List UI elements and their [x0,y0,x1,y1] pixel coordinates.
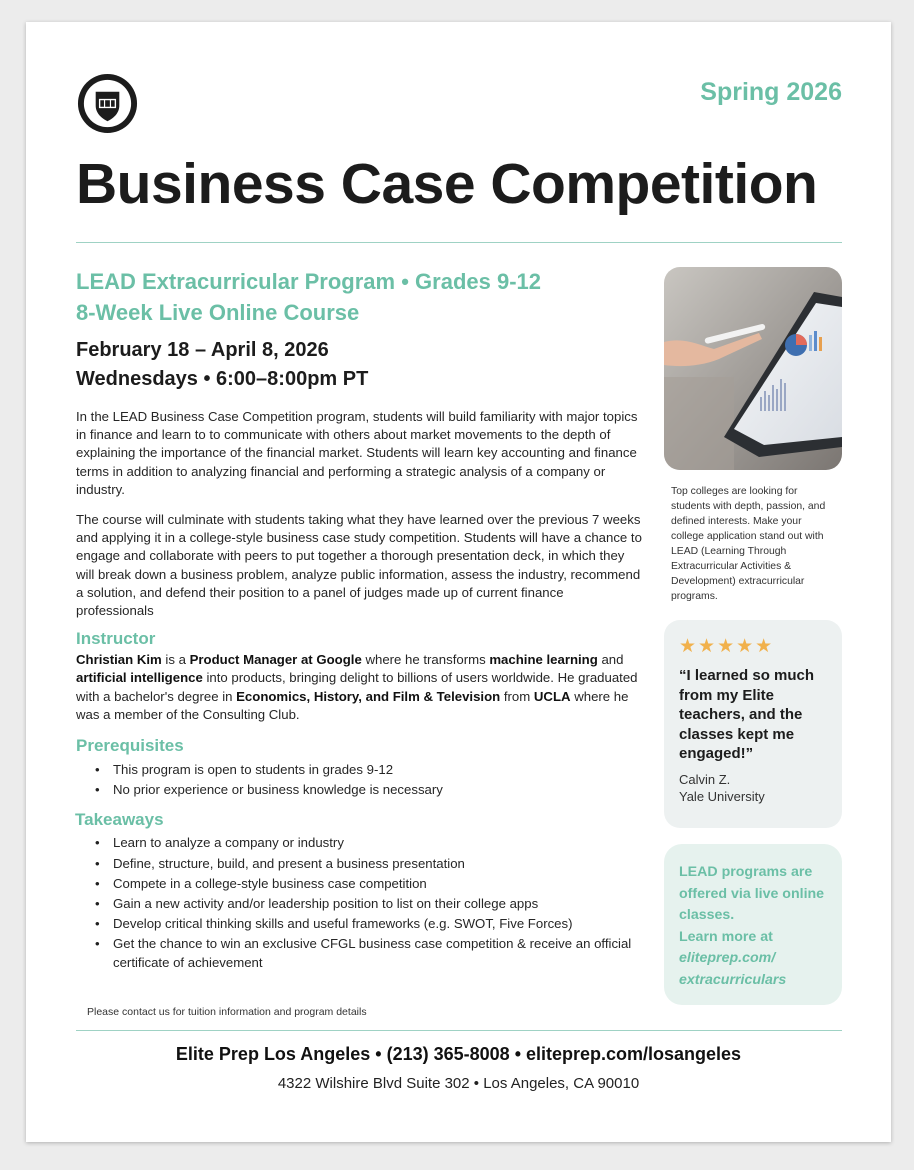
takeaways-heading: Takeaways [75,810,164,830]
bio-text: where he transforms [361,652,490,668]
description-paragraph-1: In the LEAD Business Case Competition program, students will build familiarity with major topics in finance and learn to to communicate with others about market movements to the depth of explaining the importance of the financial market. Students will learn key accounting and finance terms in addition to analyzing financial and performing a strategic analysis of a company or industry. [76,409,638,497]
main-column [76,266,642,974]
shield-crest-icon [76,72,139,135]
schedule-time: Wednesdays • 6:00–8:00pm PT [76,368,369,390]
list-item: • Learn to analyze a company or industry [113,834,642,853]
footer-divider [76,1030,842,1031]
tablet-chart-photo [664,267,842,470]
season-label: Spring 2026 [700,78,842,106]
bio-text: is a [161,652,190,668]
list-item: • Gain a new activity and/or leadership position to list on their college apps [113,895,642,914]
prerequisites-list [76,760,642,800]
instructor-heading: Instructor [76,629,156,649]
list-item: • Get the chance to win an exclusive CFGL business case competition & receive an official certificate of achievement [113,935,642,972]
prerequisites-heading: Prerequisites [76,736,184,756]
course-dates [76,336,642,394]
instructor-role: Product Manager at Google [189,652,362,668]
promo-line: LEAD programs are offered via live online classes. [679,864,825,924]
testimonial-school: Yale University [679,789,765,804]
bio-text: into products, bringing delight to billions of users worldwide. He graduated with a bachelor's degree in [76,670,638,704]
instructor-name: Christian Kim [76,652,162,668]
instructor-bio [76,651,642,724]
instructor-degree: Economics, History, and Film & Television [236,688,501,704]
program-subtitle [76,266,642,328]
testimonial-quote: “I learned so much from my Elite teachers, and the classes kept me engaged!” [679,667,815,762]
flyer-page [26,22,891,1142]
description-paragraph-2: The course will culminate with students taking what they have learned over the previous 7 weeks and applying it in a college-style business case study competition. Students will have a chance to engage and collaborate with peers to put together a thorough presentation deck, in which they will break down a business problem, analyze public information, assess the industry, recommend a solution, and defend their position to a panel of judges made up of current finance professionals [76,512,642,619]
bio-text: where he was a member of the Consulting Club. [76,688,629,722]
instructor-field-ml: machine learning [489,652,598,668]
bio-text: from [500,688,534,704]
instructor-field-ai: artificial intelligence [76,670,203,686]
footer-address: 4322 Wilshire Blvd Suite 302 • Los Angeles, CA 90010 [277,1075,640,1092]
testimonial-name: Calvin Z. [679,772,731,787]
program-subtitle-line1: LEAD Extracurricular Program • Grades 9-12 [76,269,541,294]
instructor-school: UCLA [533,688,571,704]
list-item: • Compete in a college-style business case competition [113,875,642,894]
promo-line: Learn more at [679,928,773,945]
testimonial-author [679,771,765,805]
testimonial-card [664,620,842,828]
list-item: • Develop critical thinking skills and useful frameworks (e.g. SWOT, Five Forces) [113,915,642,934]
bio-text: and [597,652,624,668]
promo-card [664,844,842,1005]
contact-note: Please contact us for tuition information and program details [87,1006,367,1018]
page-title: Business Case Competition [76,152,818,216]
takeaways-list [76,834,642,972]
date-range: February 18 – April 8, 2026 [76,339,329,361]
promo-text [679,862,839,992]
promo-link[interactable]: eliteprep.com/ extracurriculars [679,950,787,988]
list-item: • No prior experience or business knowledge is necessary [113,780,642,800]
program-subtitle-line2: 8-Week Live Online Course [76,300,360,325]
footer-contact: Elite Prep Los Angeles • (213) 365-8008 • eliteprep.com/losangeles [175,1044,742,1064]
sidebar-caption: Top colleges are looking for students with depth, passion, and defined interests. Make your college application stand out with LEAD (Learning Through Extracurricular Activities & Development) extracurricular programs. [671,486,826,602]
header-divider [76,242,842,243]
five-star-rating: ★★★★★ [679,636,775,657]
list-item: • Define, structure, build, and present a business presentation [113,855,642,874]
list-item: • This program is open to students in grades 9-12 [113,760,642,780]
